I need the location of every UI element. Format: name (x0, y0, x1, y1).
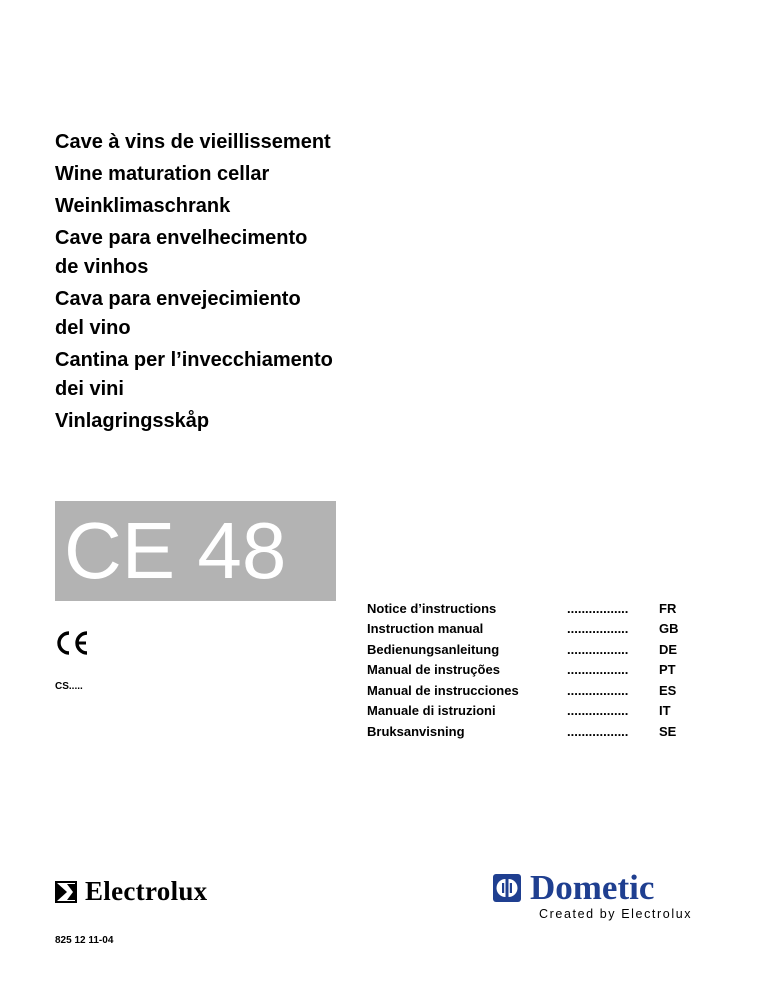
manual-label: Notice d’instructions (367, 600, 497, 616)
manual-row-gb (367, 619, 697, 640)
dometic-wordmark: Dometic (530, 868, 655, 907)
electrolux-wordmark: Electrolux (85, 876, 208, 906)
cs-code: CS..... (55, 681, 83, 692)
title-se: Vinlagringsskåp (55, 410, 210, 432)
manual-row-fr (367, 598, 697, 619)
title-de: Weinklimaschrank (55, 195, 231, 217)
manual-code: IT (659, 703, 671, 719)
manual-row-pt (367, 660, 697, 681)
manual-label: Bruksanvisning (367, 723, 465, 739)
manual-dots: ................. (567, 662, 629, 678)
manual-code: PT (659, 662, 676, 678)
manual-dots: ................. (567, 703, 629, 719)
manual-code: DE (659, 641, 678, 657)
model-number: CE 48 (55, 501, 336, 601)
manual-dots: ................. (567, 621, 629, 637)
manual-dots: ................. (567, 723, 629, 739)
manual-code: SE (659, 723, 677, 739)
manual-dots: ................. (567, 600, 629, 616)
electrolux-logo (55, 876, 207, 907)
manual-dots: ................. (567, 641, 629, 657)
manual-row-de (367, 639, 697, 660)
dometic-symbol-icon (493, 874, 521, 902)
manual-dots: ................. (567, 682, 629, 698)
manual-label: Instruction manual (367, 621, 484, 637)
title-it: Cantina per l’invecchiamento dei vini (55, 349, 333, 400)
manual-label: Manual de instrucciones (367, 682, 519, 698)
title-fr: Cave à vins de vieillissement (55, 131, 331, 153)
title-es: Cava para envejecimiento del vino (55, 288, 301, 339)
manual-code: GB (659, 621, 679, 637)
manual-label: Bedienungsanleitung (367, 641, 500, 657)
manual-label: Manuale di istruzioni (367, 703, 496, 719)
title-gb: Wine maturation cellar (55, 163, 270, 185)
title-pt: Cave para envelhecimento de vinhos (55, 227, 308, 278)
manual-index (367, 598, 697, 742)
dometic-tagline: Created by Electrolux (539, 907, 693, 921)
manual-code: FR (659, 600, 677, 616)
manual-row-it (367, 701, 697, 722)
document-number: 825 12 11-04 (55, 935, 114, 946)
electrolux-symbol-icon (55, 881, 77, 903)
manual-code: ES (659, 682, 677, 698)
ce-mark-icon (55, 630, 89, 656)
manual-label: Manual de instruções (367, 662, 500, 678)
dometic-logo (493, 870, 692, 921)
manual-row-se (367, 721, 697, 742)
product-titles (55, 128, 333, 439)
manual-row-es (367, 680, 697, 701)
